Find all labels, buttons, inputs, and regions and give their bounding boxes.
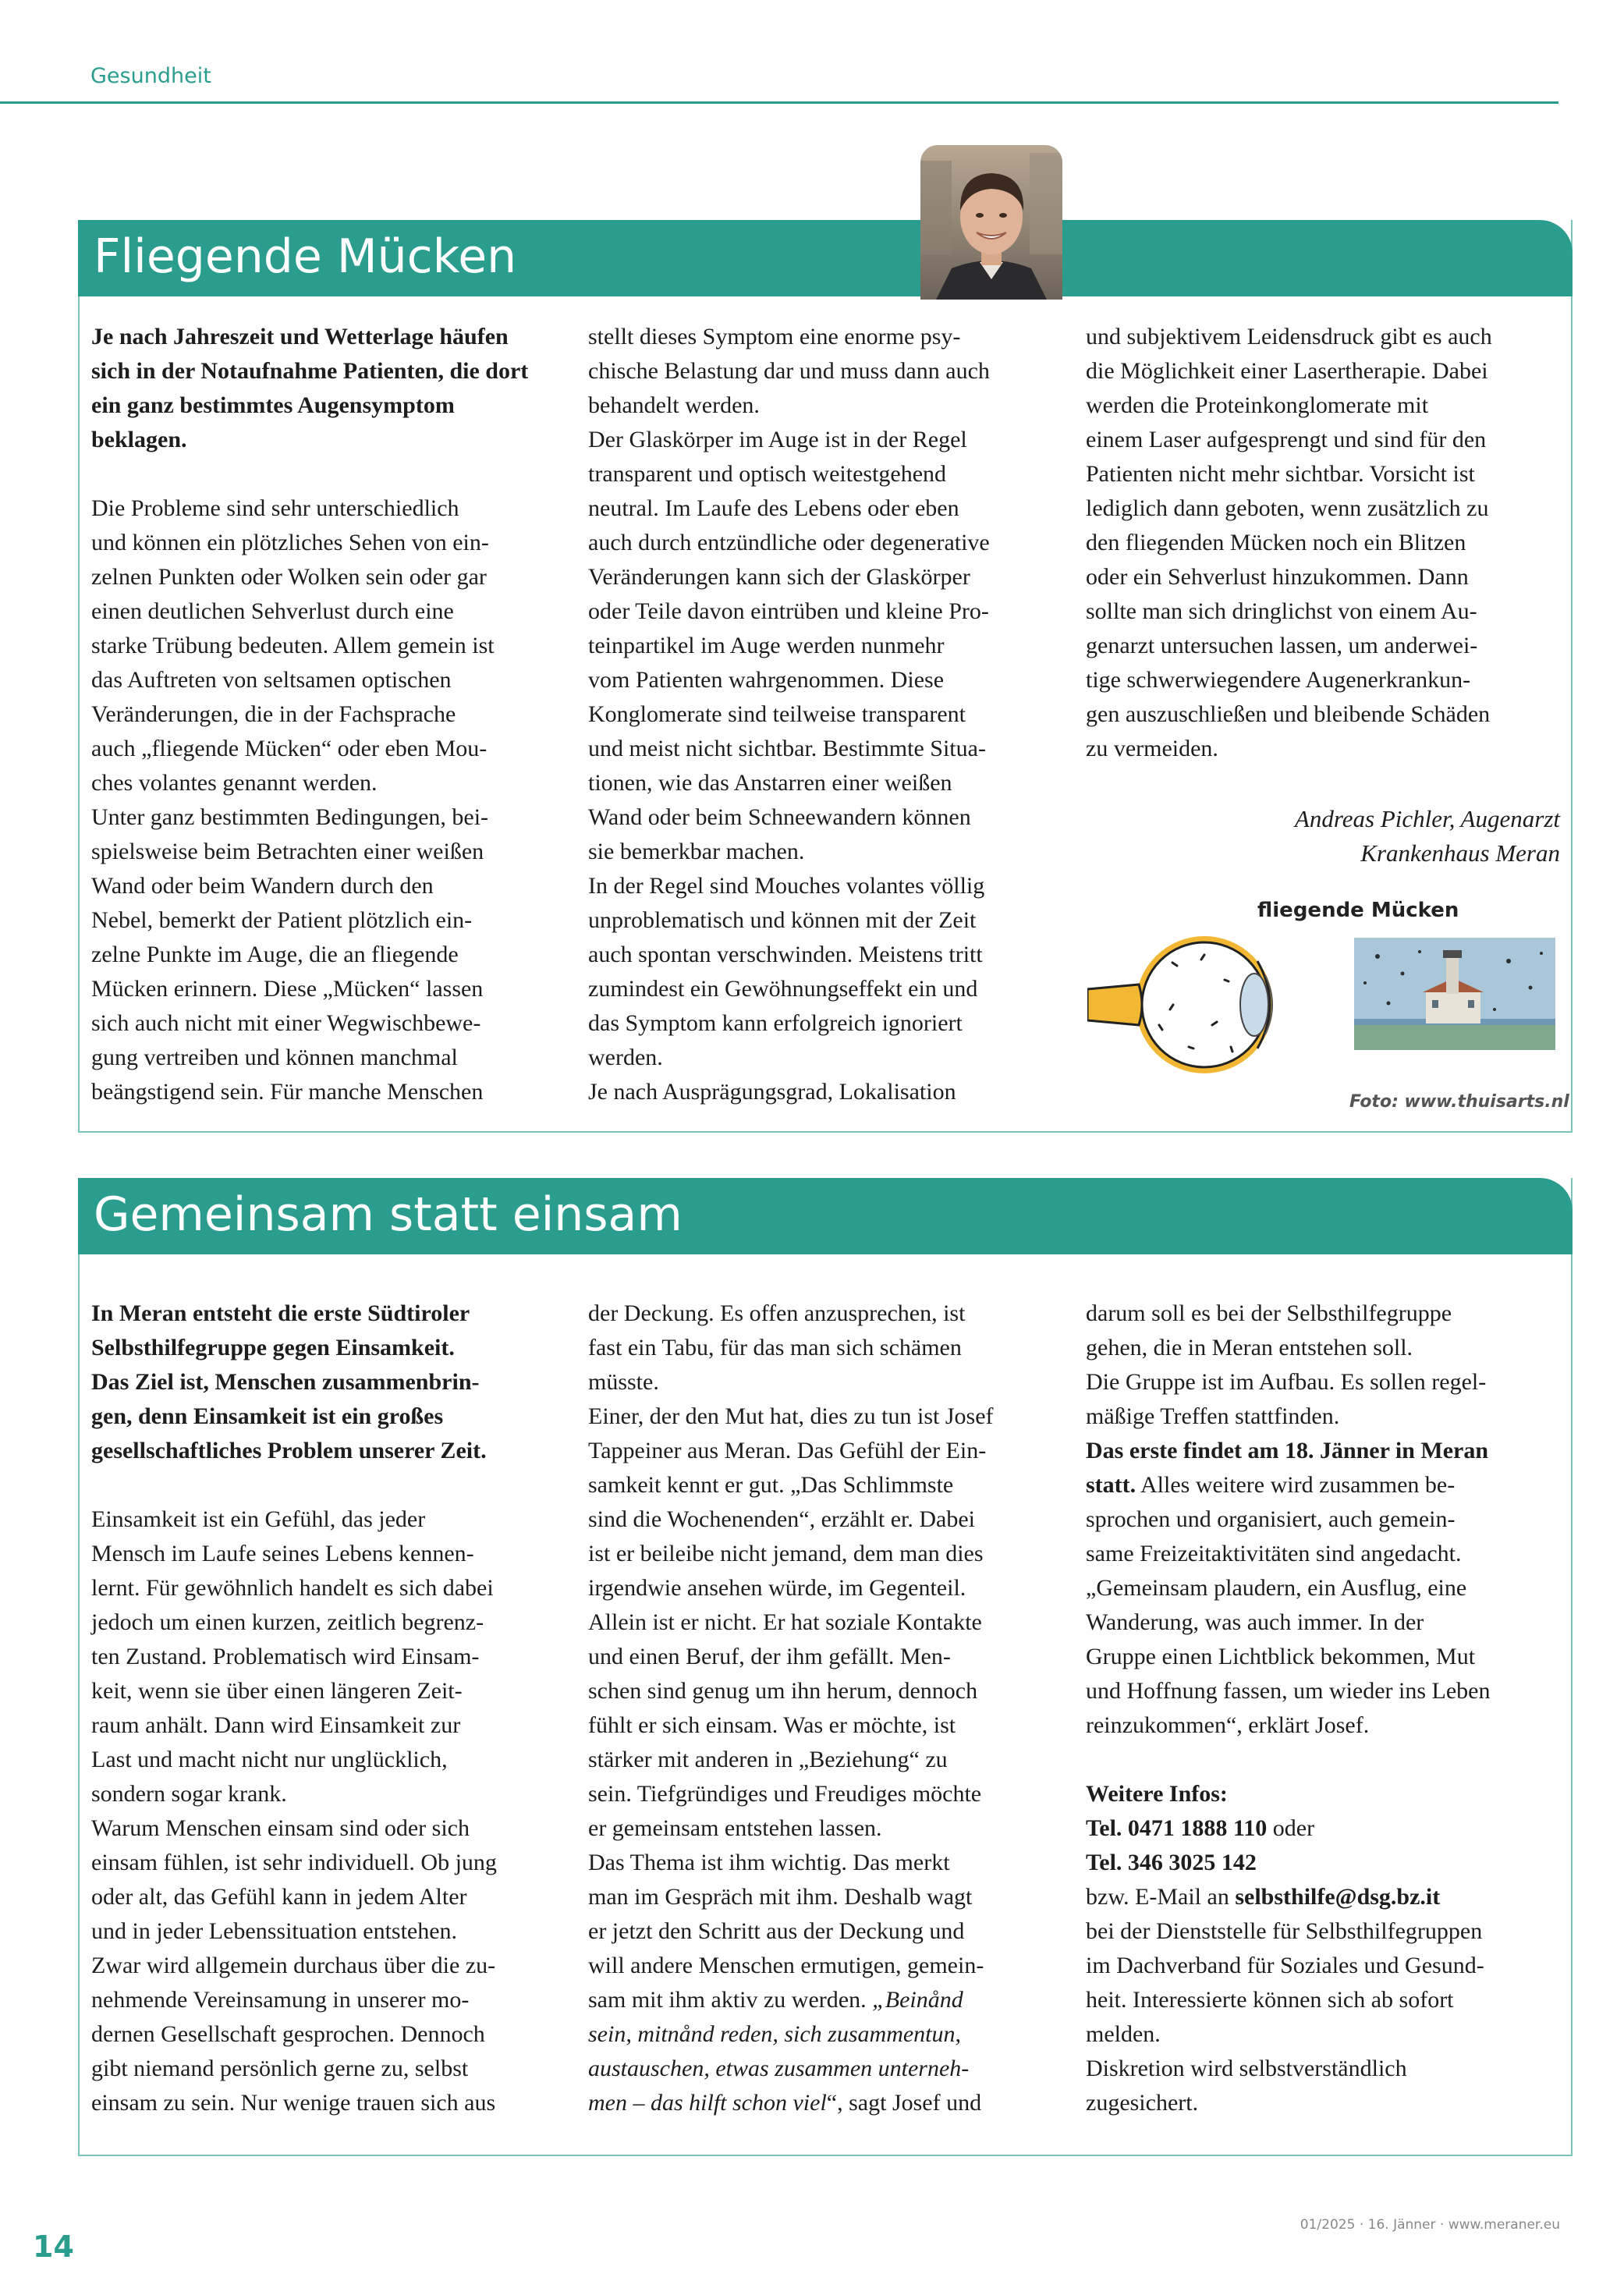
lead-line: gen, denn Einsamkeit ist ein großes [91,1403,444,1429]
text-line: einsam zu sein. Nur wenige trauen sich aus [91,2090,496,2116]
text-line: der Deckung. Es offen anzusprechen, ist [588,1300,966,1326]
text-line: und in jeder Lebenssituation entstehen. [91,1918,458,1944]
text-line: ten Zustand. Problematisch wird Einsam- [91,1644,480,1669]
text-line: Veränderungen, die in der Fachsprache [91,701,456,727]
phone-number-1[interactable]: Tel. 0471 1888 110 [1086,1815,1268,1841]
text-line: stellt dieses Symptom eine enorme psy- [588,324,961,349]
text-line: tionen, wie das Anstarren einer weißen [588,770,952,796]
text-line: oder ein Sehverlust hinzukommen. Dann [1086,564,1469,590]
text-line: samkeit kennt er gut. „Das Schlimmste [588,1472,954,1498]
text-line: Zwar wird allgemein durchaus über die zu- [91,1953,496,1978]
text-line: teinpartikel im Auge werden nunmehr [588,633,945,658]
article-1-col1-text [91,491,575,1109]
text-line: raum anhält. Dann wird Einsamkeit zur [91,1712,461,1738]
text-line: sie bemerkbar machen. [588,839,805,864]
text-line: reinzukommen“, erklärt Josef. [1086,1712,1370,1738]
text-line: Der Glaskörper im Auge ist in der Regel [588,427,967,452]
quote-fragment: austauschen, etwas zusammen unterneh- [588,2056,970,2081]
text-line: und einen Beruf, der ihm gefällt. Men- [588,1644,951,1669]
text-line: und können ein plötzliches Sehen von ein- [91,530,489,555]
article-1-lead: Je nach Jahreszeit und Wetterlage häufen sich in der Notaufnahme Patienten, die dort ein ganz bestimmtes Augensymptom beklagen. [91,324,529,452]
text-line: einsam fühlen, ist sehr individuell. Ob jung [91,1850,497,1875]
text-line [1086,1811,1569,1846]
text-line: lernt. Für gewöhnlich handelt es sich dabei [91,1575,494,1601]
text-line: Wanderung, was auch immer. In der [1086,1609,1424,1635]
author-portrait [920,145,1062,300]
text-line: Mücken erinnern. Diese „Mücken“ lassen [91,976,484,1002]
text-line: er jetzt den Schritt aus der Deckung und [588,1918,965,1944]
lighthouse-photo [1354,938,1555,1050]
text-line: zelne Punkte im Auge, die an fliegende [91,942,459,967]
lighthouse-image [1354,938,1555,1050]
text-line: Unter ganz bestimmten Bedingungen, bei- [91,804,489,830]
text-line: den fliegenden Mücken noch ein Blitzen [1086,530,1466,555]
text-line: unproblematisch und können mit der Zeit [588,907,977,933]
text-line: gung vertreiben und können manchmal [91,1045,458,1070]
text-line [1086,1777,1569,1811]
text-line: fühlt er sich einsam. Was er möchte, ist [588,1712,956,1738]
text-line: chische Belastung dar und muss dann auch [588,358,990,384]
text-line: Mensch im Laufe seines Lebens kennen- [91,1541,474,1566]
text-line: fast ein Tabu, für das man sich schämen [588,1335,962,1360]
text-line: Gruppe einen Lichtblick bekommen, Mut [1086,1644,1476,1669]
phone-number-2[interactable]: Tel. 346 3025 142 [1086,1850,1257,1875]
quote-fragment: men – das hilft schon viel [588,2090,827,2116]
text-line: Warum Menschen einsam sind oder sich [91,1815,470,1841]
text-line [588,1983,1072,2017]
text-line: spielsweise beim Betrachten einer weißen [91,839,484,864]
text-line: das Symptom kann erfolgreich ignoriert [588,1010,963,1036]
text-line: er gemeinsam entstehen lassen. [588,1815,882,1841]
text-line: will andere Menschen ermutigen, gemein- [588,1953,984,1978]
text-line [1086,1468,1569,1502]
text-line: Wand oder beim Wandern durch den [91,873,434,899]
portrait-image [920,145,1062,300]
text-fragment: oder [1267,1815,1315,1841]
text-line: darum soll es bei der Selbsthilfegruppe [1086,1300,1452,1326]
text-line: In der Regel sind Mouches volantes völlig [588,873,985,899]
text-line: transparent und optisch weitestgehend [588,461,947,487]
text-line: Je nach Ausprägungsgrad, Lokalisation [588,1079,956,1105]
text-line: same Freizeitaktivitäten sind angedacht. [1086,1541,1462,1566]
text-line: schen sind genug um ihn herum, dennoch [588,1678,978,1704]
highlight-text: statt. [1086,1472,1136,1498]
text-line: genarzt untersuchen lassen, um anderwei- [1086,633,1478,658]
text-line: werden die Proteinkonglomerate mit [1086,392,1429,418]
text-line: ches volantes genannt werden. [91,770,378,796]
text-line: einen deutlichen Sehverlust durch eine [91,598,454,624]
photo-credit: Foto: www.thuisarts.nl [1349,1092,1569,1112]
text-line: melden. [1086,2021,1161,2047]
text-line [1086,1846,1569,1880]
text-line: Die Gruppe ist im Aufbau. Es sollen regel- [1086,1369,1487,1395]
text-line: oder Teile davon eintrüben und kleine Pro- [588,598,989,624]
quote-fragment: sein, mitnånd reden, sich zusammentun, [588,2021,962,2047]
text-line: behandelt werden. [588,392,760,418]
text-line: man im Gespräch mit ihm. Deshalb wagt [588,1884,973,1910]
article-2-column-2 [588,1297,1072,2120]
text-line [1086,1880,1569,1914]
lead-line: Das Ziel ist, Menschen zusammenbrin- [91,1369,480,1395]
text-line: und meist nicht sichtbar. Bestimmte Situa- [588,736,986,761]
text-line: beängstigend sein. Für manche Menschen [91,1079,484,1105]
text-line: Das Thema ist ihm wichtig. Das merkt [588,1850,950,1875]
text-line: und subjektivem Leidensdruck gibt es auch [1086,324,1492,349]
article-1-column-3 [1086,320,1569,766]
text-line: zelnen Punkten oder Wolken sein oder gar [91,564,487,590]
text-line [588,2052,1072,2086]
info-heading: Weitere Infos: [1086,1781,1228,1807]
text-line [1086,1434,1569,1468]
text-line: irgendwie ansehen würde, im Gegenteil. [588,1575,966,1601]
text-line: sich auch nicht mit einer Wegwischbewe- [91,1010,481,1036]
text-line: Konglomerate sind teilweise transparent [588,701,966,727]
text-line: müsste. [588,1369,659,1395]
text-line: im Dachverband für Soziales und Gesund- [1086,1953,1484,1978]
signature-name: Andreas Pichler, Augenarzt [1294,805,1560,832]
text-line: werden. [588,1045,663,1070]
lead-line: gesellschaftliches Problem unserer Zeit. [91,1438,487,1463]
text-line: gehen, die in Meran entstehen soll. [1086,1335,1413,1360]
footer-info: 01/2025 · 16. Jänner · www.meraner.eu [1300,2217,1560,2233]
text-fragment: Alles weitere wird zusammen be- [1136,1472,1456,1498]
page-number: 14 [33,2230,74,2264]
article-2-lead [91,1297,575,1468]
figure-label: fliegende Mücken [1257,899,1459,922]
text-line: Patienten nicht mehr sichtbar. Vorsicht ist [1086,461,1475,487]
article-1-column-1 [91,320,575,1109]
text-line: stärker mit anderen in „Beziehung“ zu [588,1747,948,1772]
text-line: heit. Interessierte können sich ab sofort [1086,1987,1454,2013]
lead-line: Selbsthilfegruppe gegen Einsamkeit. [91,1335,455,1360]
text-line: lediglich dann geboten, wenn zusätzlich zu [1086,495,1489,521]
article-1-signature [1083,802,1560,871]
text-line: Diskretion wird selbstverständlich [1086,2056,1407,2081]
highlight-text: Das erste findet am 18. Jänner in Meran [1086,1438,1489,1463]
text-line: die Möglichkeit einer Lasertherapie. Dabei [1086,358,1488,384]
text-line: jedoch um einen kurzen, zeitlich begrenz- [91,1609,484,1635]
text-line: Veränderungen kann sich der Glaskörper [588,564,970,590]
lead-line: In Meran entsteht die erste Südtiroler [91,1300,470,1326]
text-line: starke Trübung bedeuten. Allem gemein ist [91,633,495,658]
article-2-title-band [78,1178,1573,1254]
text-line: bei der Dienststelle für Selbsthilfegruppen [1086,1918,1483,1944]
text-line: Einsamkeit ist ein Gefühl, das jeder [91,1506,426,1532]
article-2-column-3 [1086,1297,1569,2120]
text-line: zugesichert. [1086,2090,1199,2116]
text-line: sein. Tiefgründiges und Freudiges möchte [588,1781,982,1807]
text-line: Nebel, bemerkt der Patient plötzlich ein- [91,907,473,933]
quote-fragment: „Beinånd [872,1987,963,2013]
text-line: neutral. Im Laufe des Lebens oder eben [588,495,959,521]
text-line: sprochen und organisiert, auch gemein- [1086,1506,1456,1532]
text-line: sollte man sich dringlichst von einem Au- [1086,598,1477,624]
article-2-column-1 [91,1297,575,2120]
email-link[interactable]: selbsthilfe@dsg.bz.it [1235,1884,1441,1910]
text-line: Allein ist er nicht. Er hat soziale Kontakte [588,1609,982,1635]
text-line: auch „fliegende Mücken“ oder eben Mou- [91,736,488,761]
text-line: dernen Gesellschaft gesprochen. Dennoch [91,2021,485,2047]
text-line: Tappeiner aus Meran. Das Gefühl der Ein- [588,1438,987,1463]
text-line: vom Patienten wahrgenommen. Diese [588,667,945,693]
text-line: nehmende Vereinsamung in unserer mo- [91,1987,470,2013]
text-line: Wand oder beim Schneewandern können [588,804,971,830]
article-1-column-2 [588,320,1072,1109]
text-line: sind die Wochenenden“, erzählt er. Dabei [588,1506,975,1532]
article-2-title: Gemeinsam statt einsam [94,1187,683,1242]
text-line: ist er beileibe nicht jemand, dem man dies [588,1541,984,1566]
section-label: Gesundheit [90,64,211,88]
header-rule [0,101,1558,104]
text-line: und Hoffnung fassen, um wieder ins Leben [1086,1678,1491,1704]
text-line: gibt niemand persönlich gerne zu, selbst [91,2056,469,2081]
text-line: auch spontan verschwinden. Meistens tritt [588,942,983,967]
text-line: Einer, der den Mut hat, dies zu tun ist Josef [588,1403,994,1429]
text-fragment: sam mit ihm aktiv zu werden. [588,1987,873,2013]
article-1-title: Fliegende Mücken [94,229,517,284]
eye-diagram-icon [1087,930,1296,1080]
text-line: tige schwerwiegendere Augenerkrankun- [1086,667,1471,693]
text-line: Die Probleme sind sehr unterschiedlich [91,495,459,521]
text-fragment: “, sagt Josef und [826,2090,982,2116]
text-line: zumindest ein Gewöhnungseffekt ein und [588,976,978,1002]
text-line: keit, wenn sie über einen längeren Zeit- [91,1678,463,1704]
text-line: „Gemeinsam plaudern, ein Ausflug, eine [1086,1575,1467,1601]
text-line: oder alt, das Gefühl kann in jedem Alter [91,1884,467,1910]
text-line: sondern sogar krank. [91,1781,287,1807]
text-line: das Auftreten von seltsamen optischen [91,667,452,693]
text-line: einem Laser aufgesprengt und sind für den [1086,427,1487,452]
signature-affiliation: Krankenhaus Meran [1360,839,1560,867]
text-line: Last und macht nicht nur unglücklich, [91,1747,448,1772]
text-line [588,2017,1072,2052]
text-line: auch durch entzündliche oder degenerative [588,530,990,555]
text-line: gen auszuschließen und bleibende Schäden [1086,701,1491,727]
text-fragment: bzw. E-Mail an [1086,1884,1236,1910]
text-line: mäßige Treffen stattfinden. [1086,1403,1340,1429]
text-line: zu vermeiden. [1086,736,1218,761]
text-line [588,2086,1072,2120]
article-1-title-band [78,220,1573,296]
